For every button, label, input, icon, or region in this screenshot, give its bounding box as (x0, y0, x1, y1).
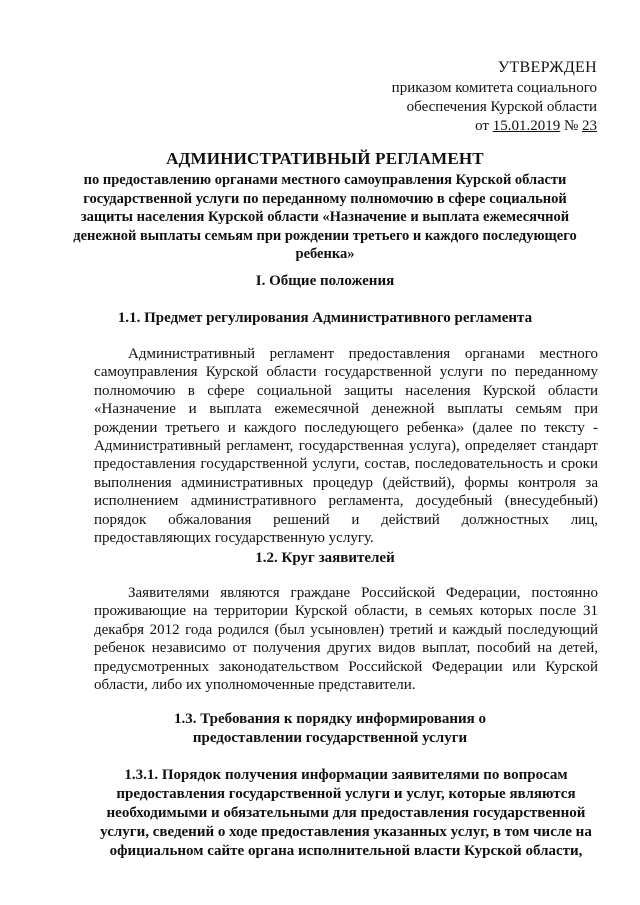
approval-number-sign: № (563, 118, 579, 134)
paragraph-1-1: Административный регламент предоставления органами местного самоуправления Курской области государственной услуги по переданному полномочию в сфере социальной защиты населения Курской области «Назначение и выплата ежемесячной денежной выплаты семьям при рождении третьего и каждого последующего ребенка» (далее по тексту - Административный регламент, государственная услуга), определяет стандарт предоставления государственной услуги, состав, последовательность и сроки выполнения административных процедур (действий), формы контроля за исполнением административного регламента, досудебный (внесудебный) порядок обжалования решений и действий должностных лиц, предоставляющих государственную услугу. (94, 346, 598, 547)
section-heading-1-1: 1.1. Предмет регулирования Административного регламента (117, 310, 533, 326)
approval-date: 15.01.2019 (492, 118, 561, 134)
document-subtitle: по предоставлению органами местного самоуправления Курской области государственной услуги по переданному полномочию в сфере социальной защиты населения Курской области «Назначение и выплата ежемесячной денежной выплаты семьям при рождении третьего и каждого последующего ребенка» (73, 172, 577, 262)
approval-date-line (297, 117, 597, 136)
title-block (60, 148, 590, 264)
approval-block (297, 58, 597, 136)
section-heading-1-3-1: 1.3.1. Порядок получения информации заявителями по вопросам предоставления государственной услуги и услуг, которые являются необходимыми и обязательными для предоставления государственной услуги, сведений о ходе предоставления указанных услуг, в том числе на официальном сайте органа исполнительной власти Курской области, (100, 767, 592, 859)
approval-date-prefix: от (475, 118, 489, 134)
approval-number: 23 (582, 118, 597, 134)
approval-line-2: обеспечения Курской области (406, 99, 597, 115)
section-heading-1-3: 1.3. Требования к порядку информирования о предоставлении государственной услуги (174, 711, 486, 746)
section-heading-general: I. Общие положения (255, 273, 395, 289)
section-heading-1-2: 1.2. Круг заявителей (255, 550, 395, 566)
approval-stamp: УТВЕРЖДЕН (497, 59, 597, 76)
paragraph-1-2: Заявителями являются граждане Российской Федерации, постоянно проживающие на территории Курской области, в семьях которых после 31 декабря 2012 года родился (был усыновлен) третий и каждый последующий ребенок независимо от получения других видов выплат, пособий на детей, предусмотренных законодательством Российской Федерации или Курской области, либо их уполномоченные представители. (94, 585, 598, 694)
approval-line-1: приказом комитета социального (391, 80, 597, 96)
document-title: АДМИНИСТРАТИВНЫЙ РЕГЛАМЕНТ (166, 149, 484, 168)
